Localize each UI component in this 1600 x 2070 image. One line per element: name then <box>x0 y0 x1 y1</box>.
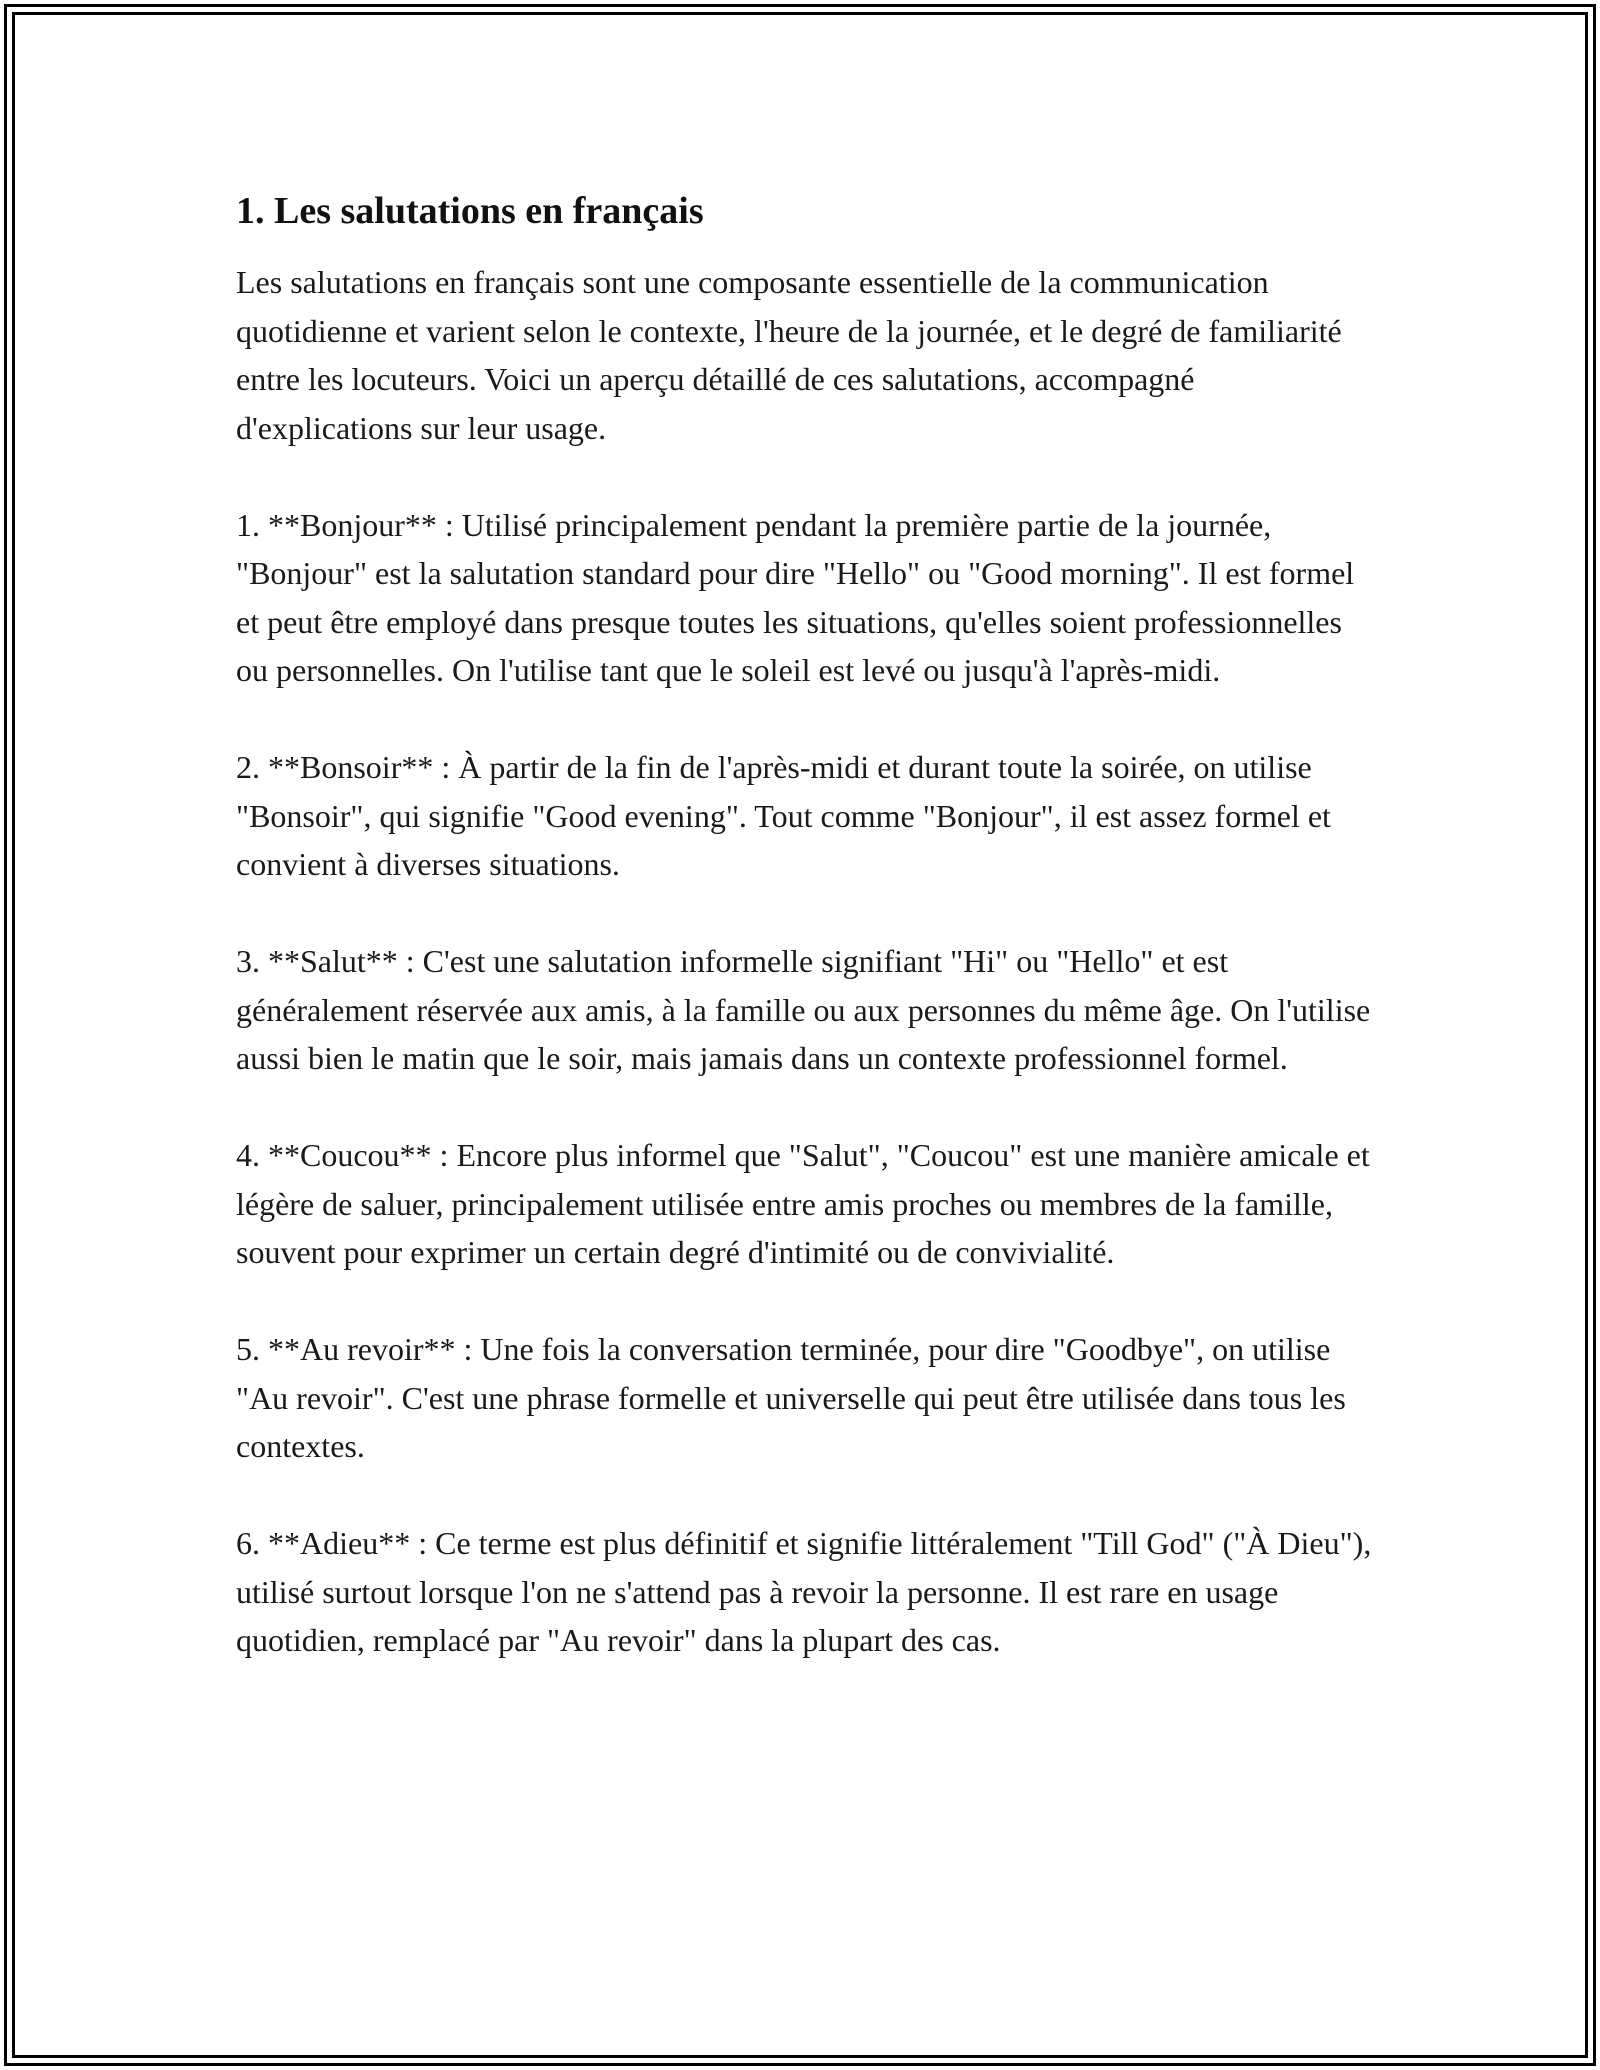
paragraph-bonjour: 1. **Bonjour** : Utilisé principalement pendant la première partie de la journée, "Bonjour" est la salutation standard pour dire "Hello" ou "Good morning". Il est formel et peut être employé dans presque toutes les situations, qu'elles soient professionnelles ou personnelles. On l'utilise tant que le soleil est levé ou jusqu'à l'après-midi. <box>236 506 1355 688</box>
paragraph-au-revoir: 5. **Au revoir** : Une fois la conversation terminée, pour dire "Goodbye", on utilise "Au revoir". C'est une phrase formelle et universelle qui peut être utilisée dans tous les contextes. <box>236 1331 1346 1464</box>
document-body <box>236 186 1376 1713</box>
paragraph-salut: 3. **Salut** : C'est une salutation informelle signifiant "Hi" ou "Hello" et est généralement réservée aux amis, à la famille ou aux personnes du même âge. On l'utilise aussi bien le matin que le soir, mais jamais dans un contexte professionnel formel. <box>236 943 1371 1076</box>
section-title: 1. Les salutations en français <box>236 190 704 232</box>
intro-paragraph: Les salutations en français sont une composante essentielle de la communication quotidienne et varient selon le contexte, l'heure de la journée, et le degré de familiarité entre les locuteurs. Voici un aperçu détaillé de ces salutations, accompagné d'explications sur leur usage. <box>236 264 1342 446</box>
paragraph-bonsoir: 2. **Bonsoir** : À partir de la fin de l'après-midi et durant toute la soirée, on utilise "Bonsoir", qui signifie "Good evening". Tout comme "Bonjour", il est assez formel et convient à diverses situations. <box>236 749 1331 882</box>
paragraph-coucou: 4. **Coucou** : Encore plus informel que "Salut", "Coucou" est une manière amicale et légère de saluer, principalement utilisée entre amis proches ou membres de la famille, souvent pour exprimer un certain degré d'intimité ou de convivialité. <box>236 1137 1370 1270</box>
paragraph-adieu: 6. **Adieu** : Ce terme est plus définitif et signifie littéralement "Till God" ("À Dieu"), utilisé surtout lorsque l'on ne s'attend pas à revoir la personne. Il est rare en usage quotidien, remplacé par "Au revoir" dans la plupart des cas. <box>236 1525 1372 1658</box>
